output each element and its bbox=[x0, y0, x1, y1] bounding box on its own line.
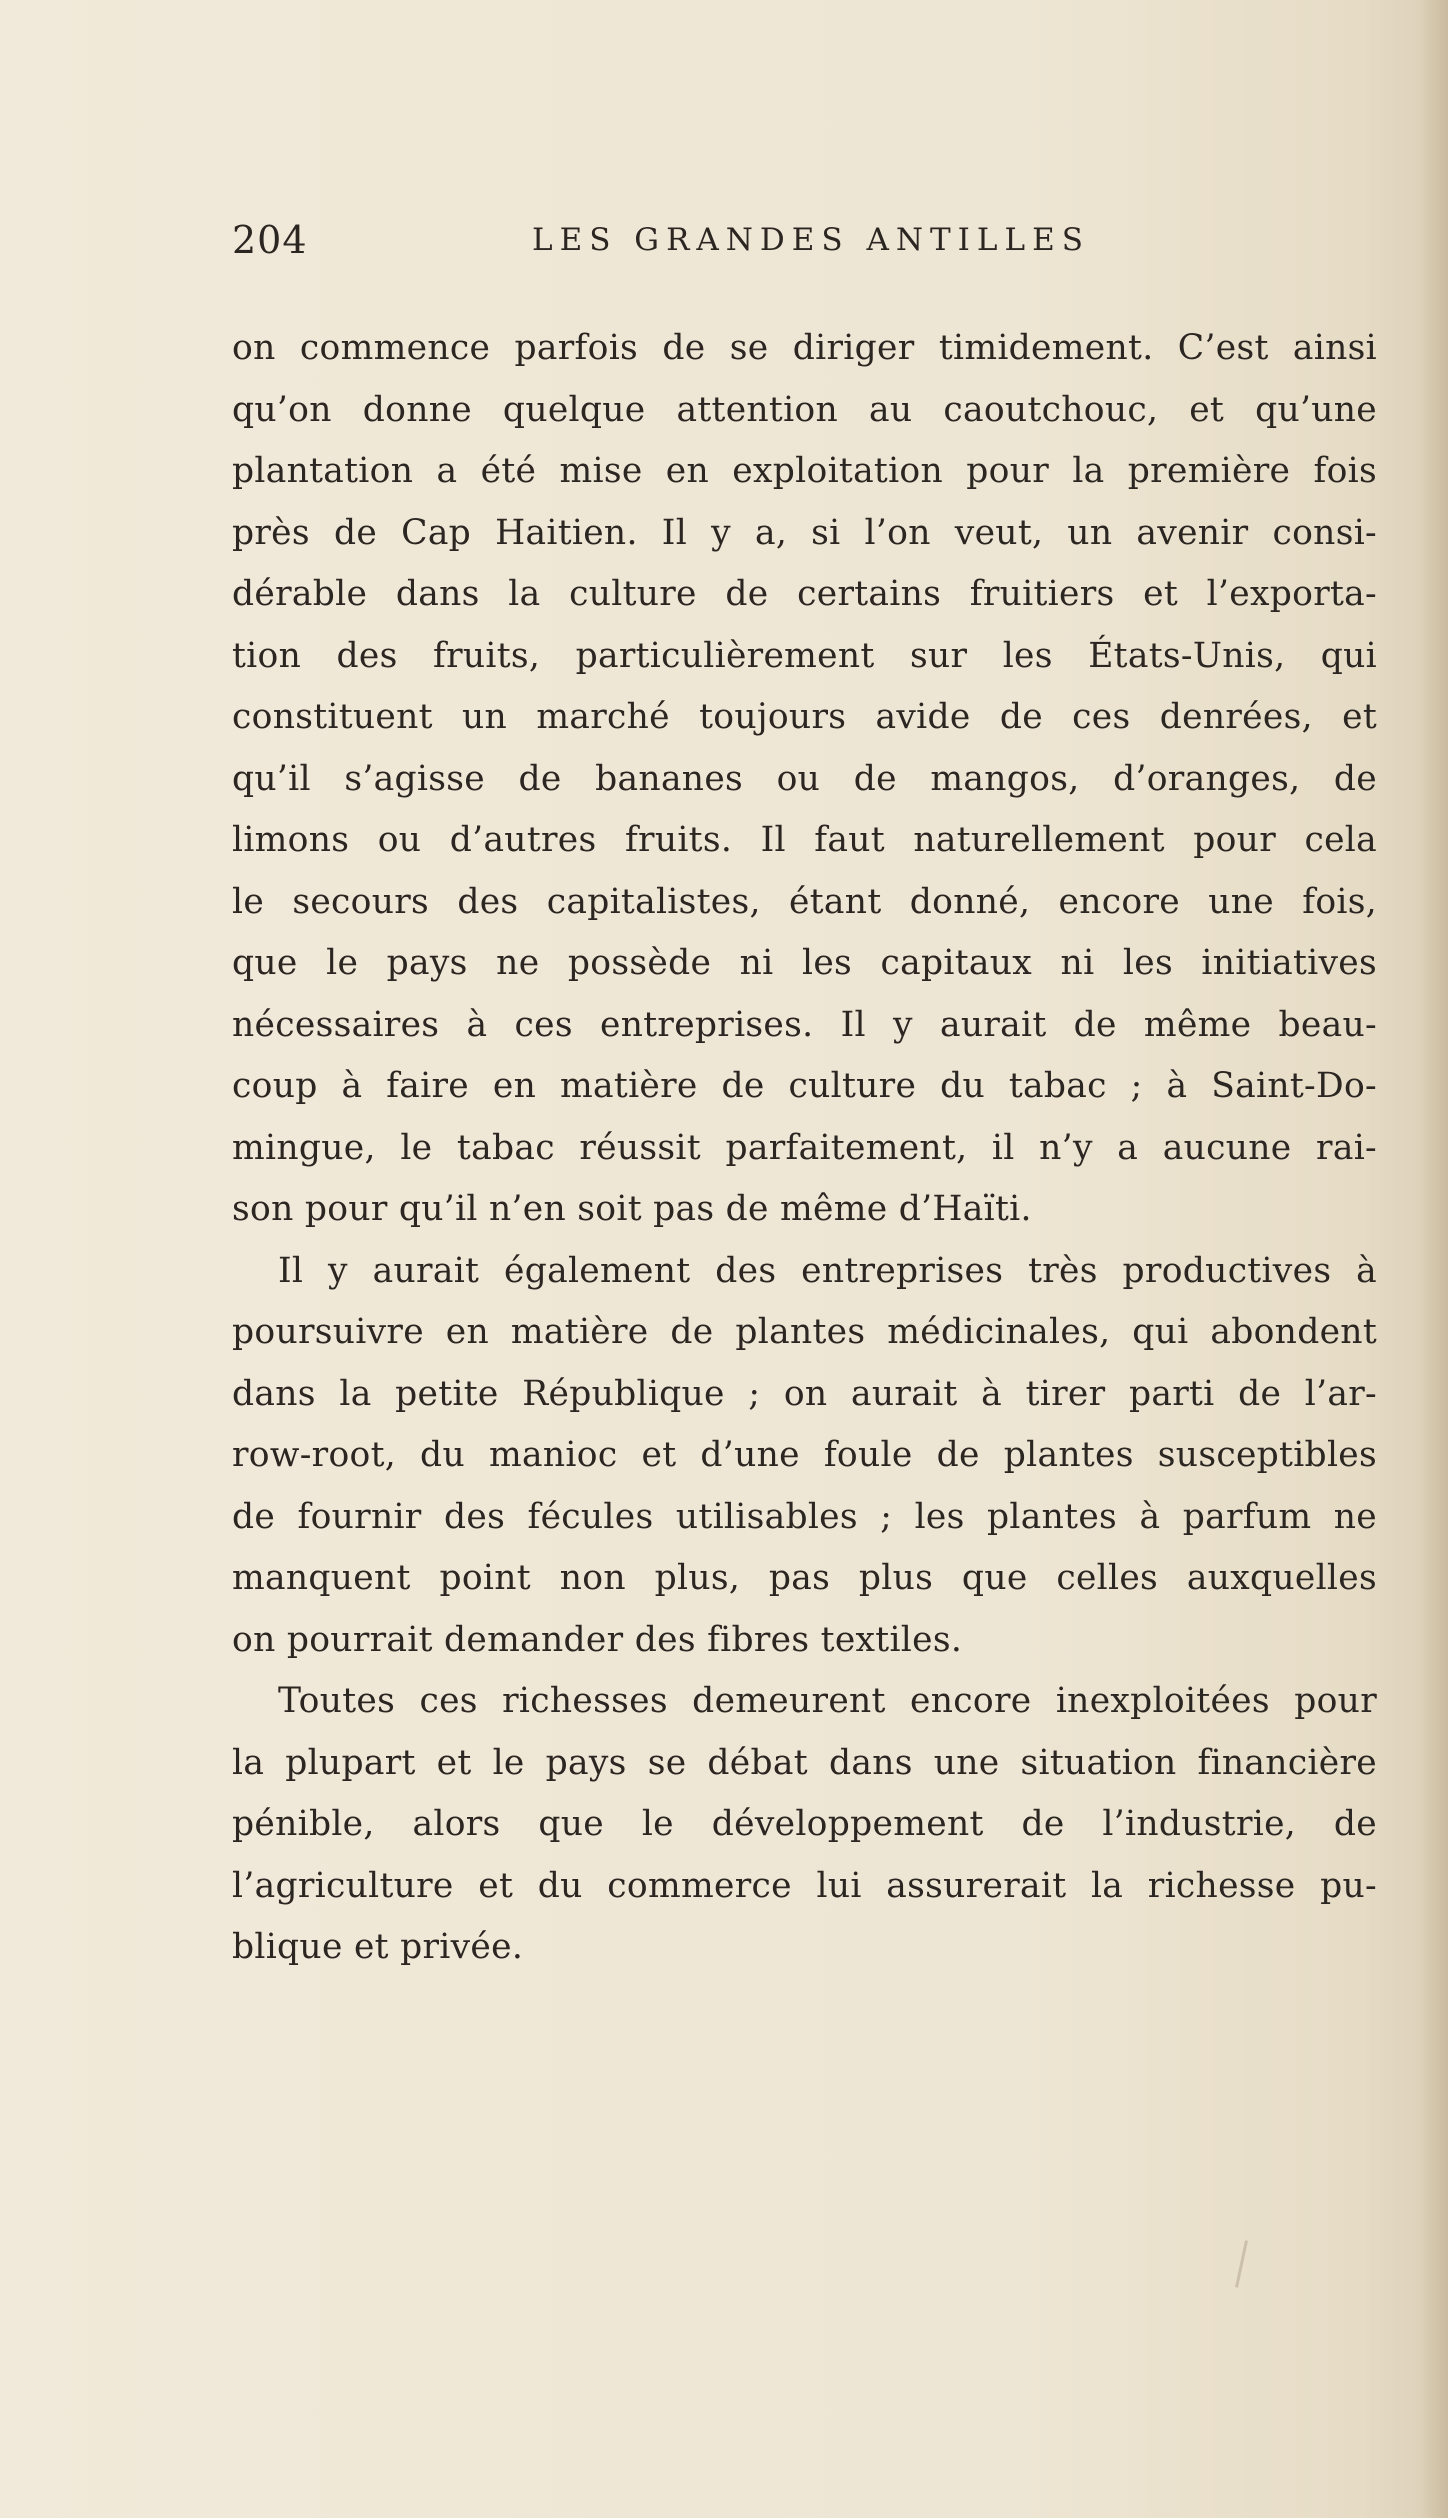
text-line: manquent point non plus, pas plus que celles auxquelles bbox=[232, 1558, 1377, 1598]
text-line: limons ou d’autres fruits. Il faut naturellement pour cela bbox=[232, 820, 1377, 860]
text-line: dans la petite République ; on aurait à tirer parti de l’ar- bbox=[232, 1373, 1377, 1414]
text-line: on pourrait demander des fibres textiles. bbox=[232, 1619, 963, 1660]
text-line: l’agriculture et du commerce lui assurerait la richesse pu- bbox=[232, 1865, 1377, 1906]
text-line: son pour qu’il n’en soit pas de même d’Haïti. bbox=[232, 1189, 1032, 1229]
text-line: row-root, du manioc et d’une foule de plantes susceptibles bbox=[232, 1435, 1377, 1475]
paper-mark bbox=[1235, 2240, 1248, 2288]
text-line: nécessaires à ces entreprises. Il y aurait de même beau- bbox=[232, 1004, 1377, 1045]
text-line: plantation a été mise en exploitation pour la première fois bbox=[232, 451, 1377, 491]
text-line: la plupart et le pays se débat dans une situation financière bbox=[232, 1742, 1377, 1783]
page-number: 204 bbox=[232, 218, 308, 262]
text-line: blique et privée. bbox=[232, 1927, 524, 1967]
text-line: de fournir des fécules utilisables ; les plantes à parfum ne bbox=[232, 1496, 1377, 1537]
text-line: Toutes ces richesses demeurent encore inexploitées pour bbox=[278, 1681, 1377, 1721]
text-line: le secours des capitalistes, étant donné, encore une fois, bbox=[232, 881, 1377, 922]
text-line: dérable dans la culture de certains fruitiers et l’exporta- bbox=[232, 574, 1377, 614]
text-line: tion des fruits, particulièrement sur les États-Unis, qui bbox=[232, 635, 1377, 676]
text-line: que le pays ne possède ni les capitaux ni les initiatives bbox=[232, 943, 1377, 983]
text-line: Il y aurait également des entreprises très productives à bbox=[278, 1250, 1377, 1291]
text-line: qu’il s’agisse de bananes ou de mangos, d’oranges, de bbox=[232, 758, 1377, 799]
text-line: on commence parfois de se diriger timidement. C’est ainsi bbox=[232, 328, 1377, 368]
text-line: constituent un marché toujours avide de ces denrées, et bbox=[232, 697, 1377, 737]
page-edge-shadow bbox=[1420, 0, 1448, 2518]
running-head bbox=[232, 218, 1362, 278]
text-line: pénible, alors que le développement de l’industrie, de bbox=[232, 1804, 1377, 1844]
text-line: près de Cap Haitien. Il y a, si l’on veut, un avenir consi- bbox=[232, 512, 1377, 553]
text-line: mingue, le tabac réussit parfaitement, il n’y a aucune rai- bbox=[232, 1127, 1377, 1168]
text-line: poursuivre en matière de plantes médicinales, qui abondent bbox=[232, 1312, 1377, 1352]
text-line: coup à faire en matière de culture du tabac ; à Saint-Do- bbox=[232, 1066, 1377, 1106]
text-line: qu’on donne quelque attention au caoutchouc, et qu’une bbox=[232, 389, 1377, 430]
book-title: LES GRANDES ANTILLES bbox=[532, 222, 1090, 258]
body-text bbox=[232, 318, 1377, 1979]
